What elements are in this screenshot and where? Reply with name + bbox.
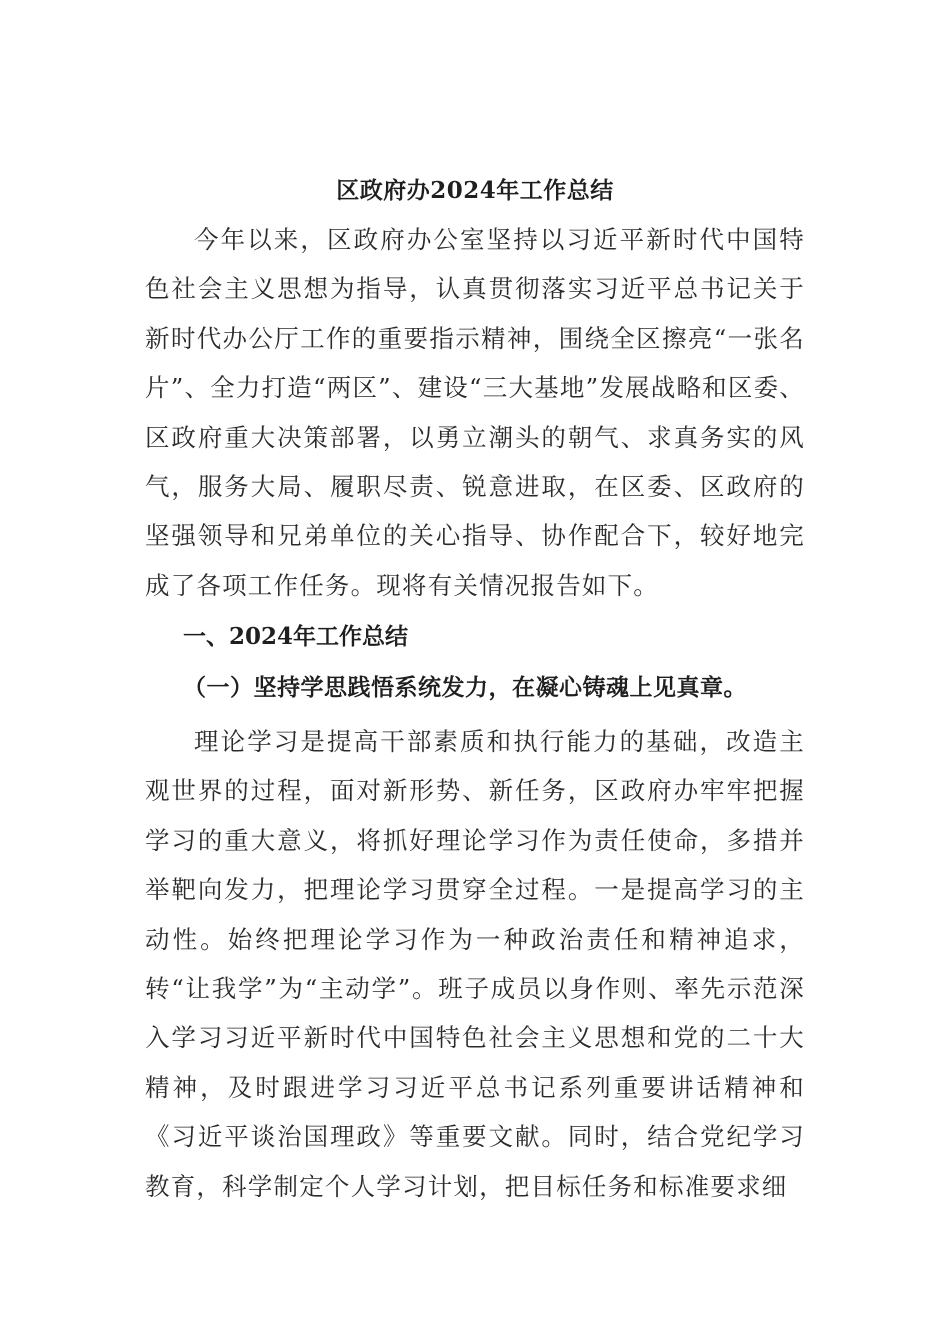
sub-heading: （一）坚持学思践悟系统发力，在凝心铸魂上见真章。	[183, 674, 747, 701]
body-paragraph: 理论学习是提高干部素质和执行能力的基础，改造主观世界的过程，面对新形势、新任务，区政府办牢牢把握学习的重大意义，将抓好理论学习作为责任使命，多措并举靶向发力，把理论学习贯穿全过程。一是提高学习的主动性。始终把理论学习作为一种政治责任和精神追求，转“让我学”为“主动学”。班子成员以身作则、率先示范深入学习习近平新时代中国特色社会主义思想和党的二十大精神，及时跟进学习习近平总书记系列重要讲话精神和《习近平谈治国理政》等重要文献。同时，结合党纪学习教育，科学制定个人学习计划，把目标任务和标准要求细	[145, 727, 805, 1201]
section-heading: 一、2024年工作总结	[183, 623, 409, 650]
intro-paragraph: 今年以来，区政府办公室坚持以习近平新时代中国特色社会主义思想为指导，认真贯彻落实习近平总书记关于新时代办公厅工作的重要指示精神，围绕全区擦亮“一张名片”、全力打造“两区”、建设“三大基地”发展战略和区委、区政府重大决策部署，以勇立潮头的朝气、求真务实的风气，服务大局、履职尽责、锐意进取，在区委、区政府的坚强领导和兄弟单位的关心指导、协作配合下，较好地完成了各项工作任务。现将有关情况报告如下。	[145, 225, 805, 600]
document-title: 区政府办2024年工作总结	[336, 177, 614, 205]
